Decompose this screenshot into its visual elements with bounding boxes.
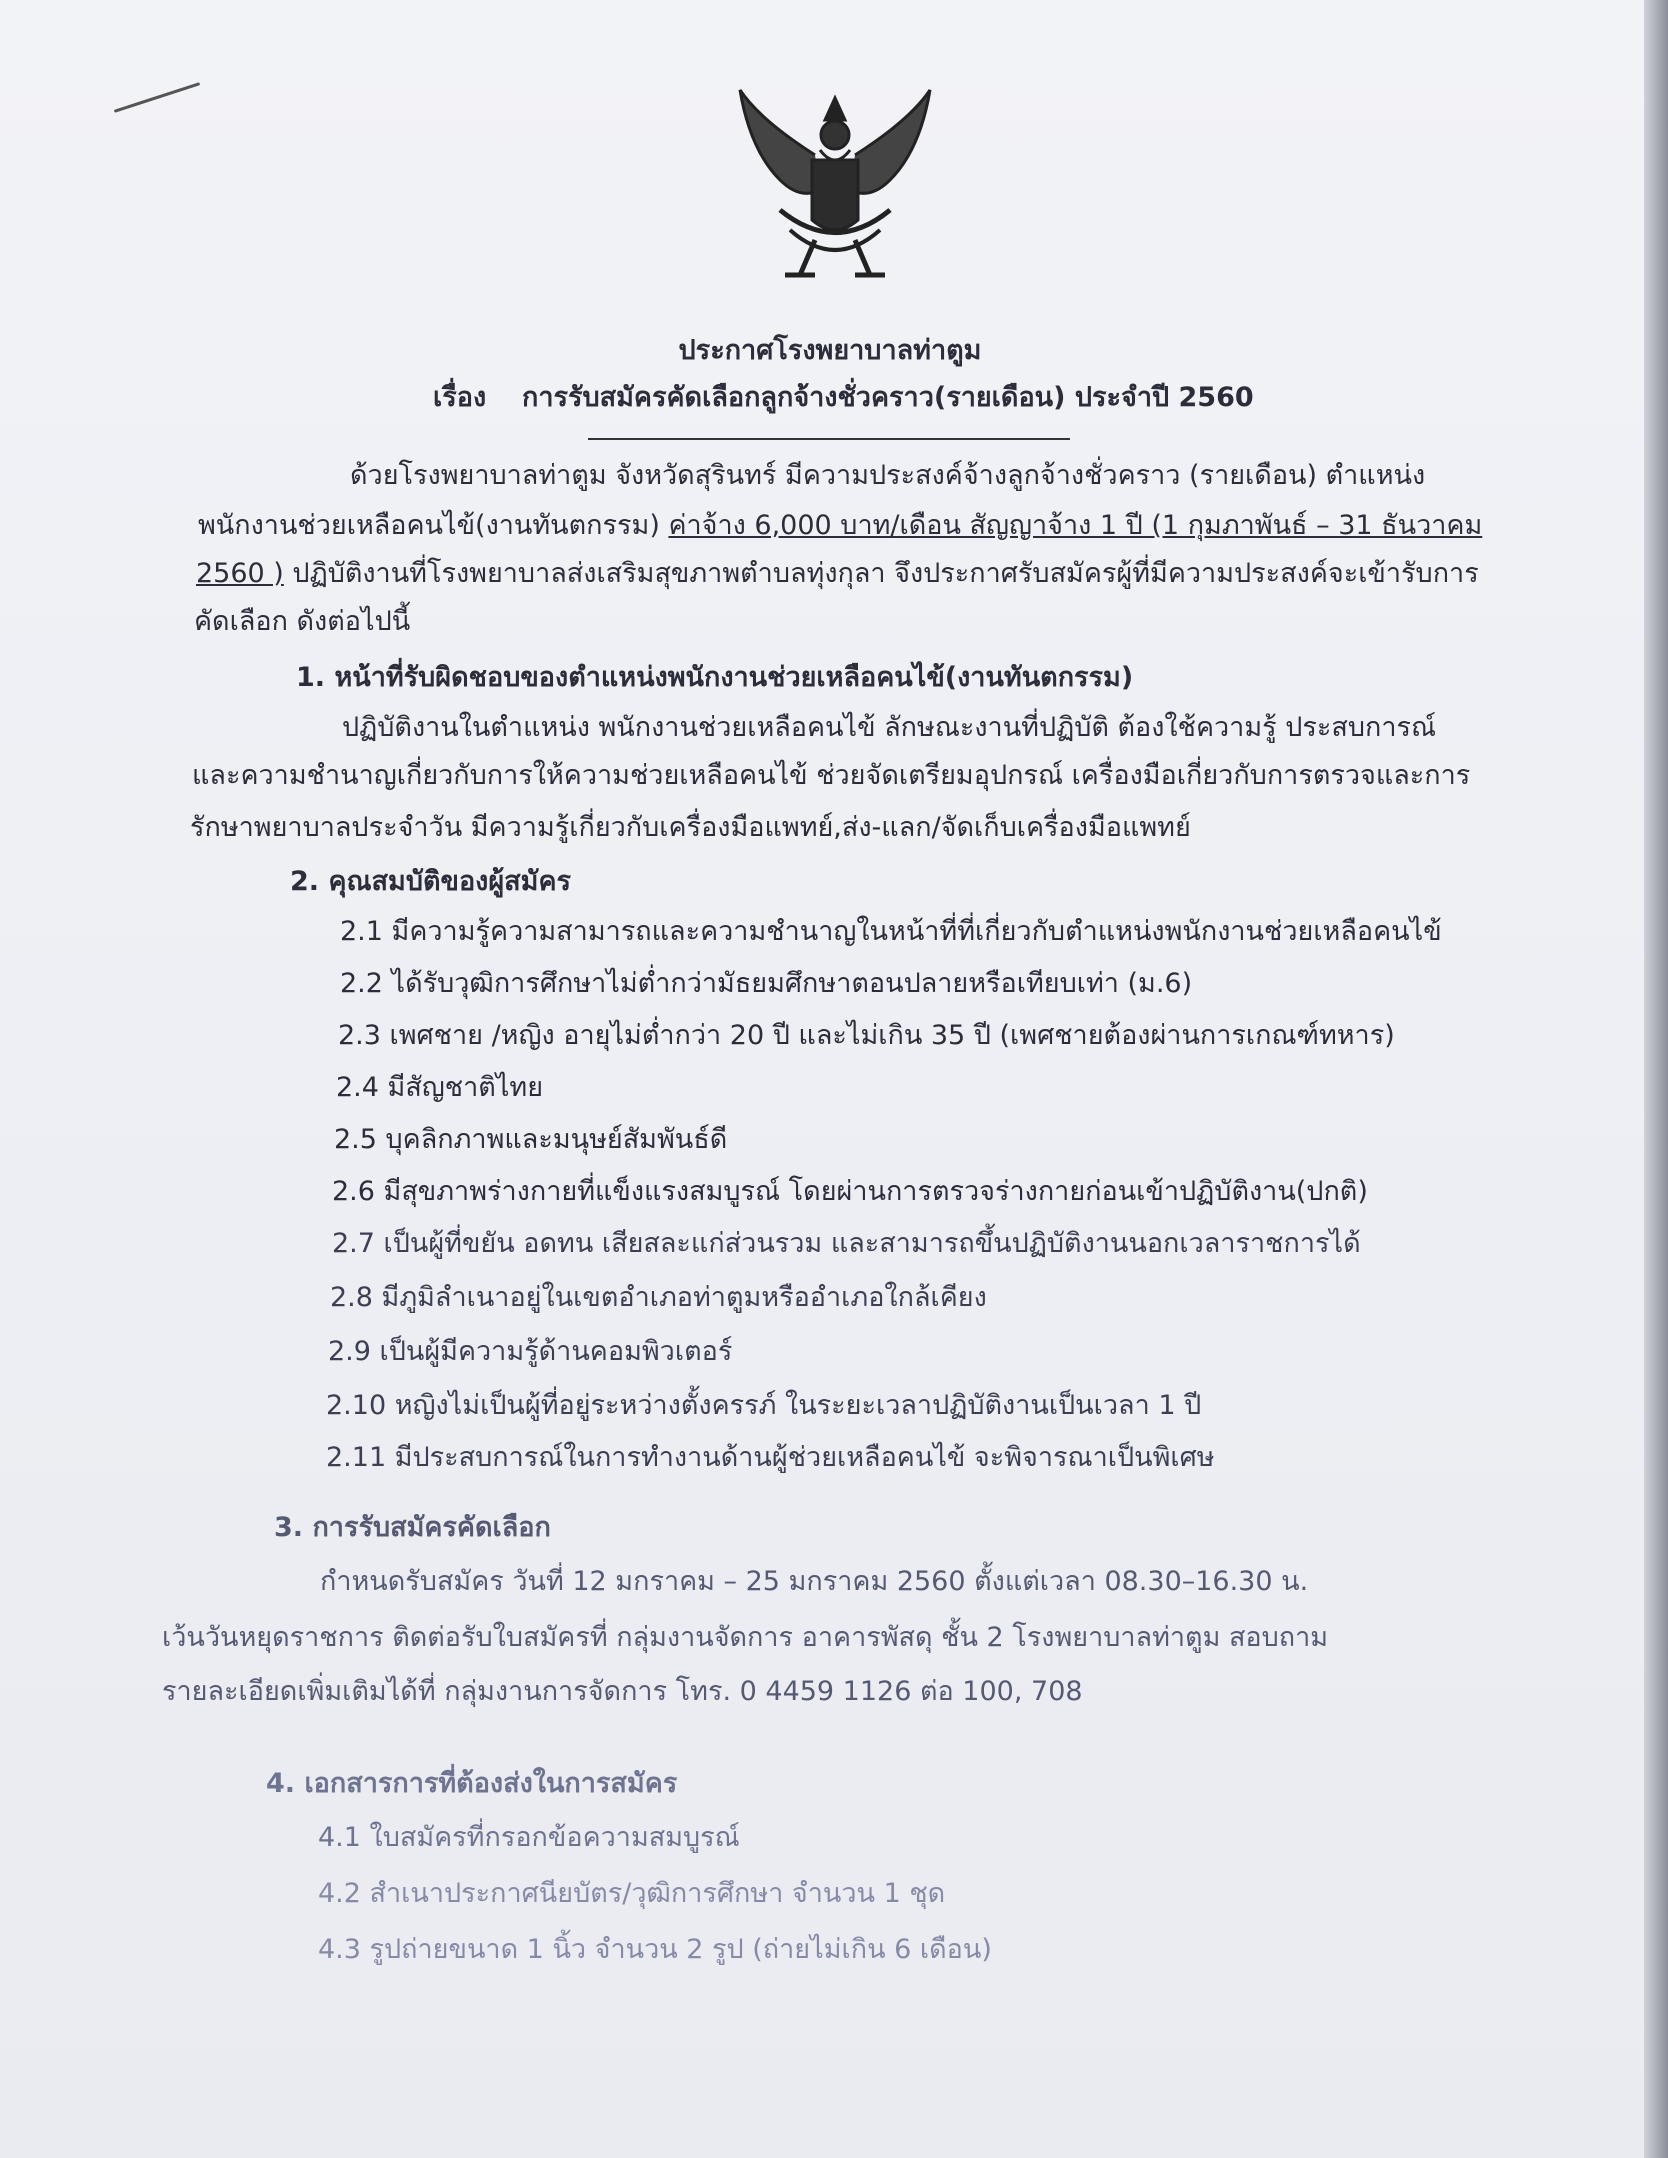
- section-1-line-1: ปฏิบัติงานในตำแหน่ง พนักงานช่วยเหลือคนไข้ ลักษณะงานที่ปฏิบัติ ต้องใช้ความรู้ ประสบการณ์: [342, 712, 1437, 743]
- intro-line-2: [198, 508, 1482, 544]
- qualification-item: 2.4 มีสัญชาติไทย: [336, 1072, 544, 1103]
- section-3-line-2: เว้นวันหยุดราชการ ติดต่อรับใบสมัครที่ กลุ่มงานจัดการ อาคารพัสดุ ชั้น 2 โรงพยาบาลท่าตูม สอบถาม: [162, 1622, 1329, 1653]
- intro-position: พนักงานช่วยเหลือคนไข้(งานทันตกรรม): [198, 510, 669, 541]
- qualification-item: 2.11 มีประสบการณ์ในการทำงานด้านผู้ช่วยเหลือคนไข้ จะพิจารณาเป็นพิเศษ: [326, 1442, 1215, 1473]
- intro-line-1: ด้วยโรงพยาบาลท่าตูม จังหวัดสุรินทร์ มีความประสงค์จ้างลูกจ้างชั่วคราว (รายเดือน) ตำแหน่ง: [350, 460, 1426, 491]
- title-divider: [588, 438, 1070, 440]
- section-1-line-2: และความชำนาญเกี่ยวกับการให้ความช่วยเหลือคนไข้ ช่วยจัดเตรียมอุปกรณ์ เครื่องมือเกี่ยวกับการตรวจและการ: [192, 760, 1471, 791]
- subject-label: เรื่อง: [433, 382, 487, 413]
- qualification-item: 2.9 เป็นผู้มีความรู้ด้านคอมพิวเตอร์: [328, 1336, 733, 1367]
- intro-year: 2560 ): [196, 558, 284, 589]
- intro-line-4: คัดเลือก ดังต่อไปนี้: [194, 606, 411, 637]
- qualification-item: 2.10 หญิงไม่เป็นผู้ที่อยู่ระหว่างตั้งครรภ์ ในระยะเวลาปฏิบัติงานเป็นเวลา 1 ปี: [326, 1390, 1202, 1421]
- section-2-heading: 2. คุณสมบัติของผู้สมัคร: [290, 866, 572, 897]
- qualification-item: 2.2 ได้รับวุฒิการศึกษาไม่ต่ำกว่ามัธยมศึกษาตอนปลายหรือเทียบเท่า (ม.6): [340, 968, 1193, 999]
- section-1-heading: 1. หน้าที่รับผิดชอบของตำแหน่งพนักงานช่วยเหลือคนไข้(งานทันตกรรม): [296, 662, 1134, 693]
- section-3-line-3: รายละเอียดเพิ่มเติมได้ที่ กลุ่มงานการจัดการ โทร. 0 4459 1126 ต่อ 100, 708: [162, 1676, 1083, 1707]
- document-subject: การรับสมัครคัดเลือกลูกจ้างชั่วคราว(รายเดือน) ประจำปี 2560: [522, 382, 1254, 413]
- document-item: 4.3 รูปถ่ายขนาด 1 นิ้ว จำนวน 2 รูป (ถ่ายไม่เกิน 6 เดือน): [318, 1934, 992, 1965]
- qualification-item: 2.3 เพศชาย /หญิง อายุไม่ต่ำกว่า 20 ปี และไม่เกิน 35 ปี (เพศชายต้องผ่านการเกณฑ์ทหาร): [338, 1020, 1395, 1051]
- intro-line-3: [196, 556, 1479, 592]
- document-title: ประกาศโรงพยาบาลท่าตูม: [678, 335, 982, 366]
- section-3-heading: 3. การรับสมัครคัดเลือก: [274, 1512, 551, 1543]
- page-edge-shadow: [1644, 0, 1668, 2158]
- qualification-item: 2.6 มีสุขภาพร่างกายที่แข็งแรงสมบูรณ์ โดยผ่านการตรวจร่างกายก่อนเข้าปฏิบัติงาน(ปกติ): [332, 1176, 1368, 1207]
- qualification-item: 2.7 เป็นผู้ที่ขยัน อดทน เสียสละแก่ส่วนรวม และสามารถขึ้นปฏิบัติงานนอกเวลาราชการได้: [332, 1228, 1361, 1259]
- intro-workplace: ปฏิบัติงานที่โรงพยาบาลส่งเสริมสุขภาพตำบลทุ่งกุลา จึงประกาศรับสมัครผู้ที่มีความประสงค์จะเข้ารับการ: [283, 558, 1479, 589]
- intro-salary-terms: ค่าจ้าง 6,000 บาท/เดือน สัญญาจ้าง 1 ปี (1 กุมภาพันธ์ – 31 ธันวาคม: [668, 510, 1483, 541]
- section-1-line-3: รักษาพยาบาลประจำวัน มีความรู้เกี่ยวกับเครื่องมือแพทย์,ส่ง-แลก/จัดเก็บเครื่องมือแพทย์: [190, 812, 1191, 843]
- section-4-heading: 4. เอกสารการที่ต้องส่งในการสมัคร: [266, 1768, 678, 1799]
- garuda-emblem-icon: [720, 80, 950, 290]
- qualification-item: 2.1 มีความรู้ความสามารถและความชำนาญในหน้าที่ที่เกี่ยวกับตำแหน่งพนักงานช่วยเหลือคนไข้: [340, 916, 1442, 947]
- qualification-item: 2.5 บุคลิกภาพและมนุษย์สัมพันธ์ดี: [334, 1124, 728, 1155]
- section-3-line-1: กำหนดรับสมัคร วันที่ 12 มกราคม – 25 มกราคม 2560 ตั้งแต่เวลา 08.30–16.30 น.: [320, 1566, 1309, 1597]
- document-item: 4.2 สำเนาประกาศนียบัตร/วุฒิการศึกษา จำนวน 1 ชุด: [318, 1878, 946, 1909]
- qualification-item: 2.8 มีภูมิลำเนาอยู่ในเขตอำเภอท่าตูมหรืออำเภอใกล้เคียง: [330, 1282, 987, 1313]
- document-item: 4.1 ใบสมัครที่กรอกข้อความสมบูรณ์: [318, 1822, 740, 1853]
